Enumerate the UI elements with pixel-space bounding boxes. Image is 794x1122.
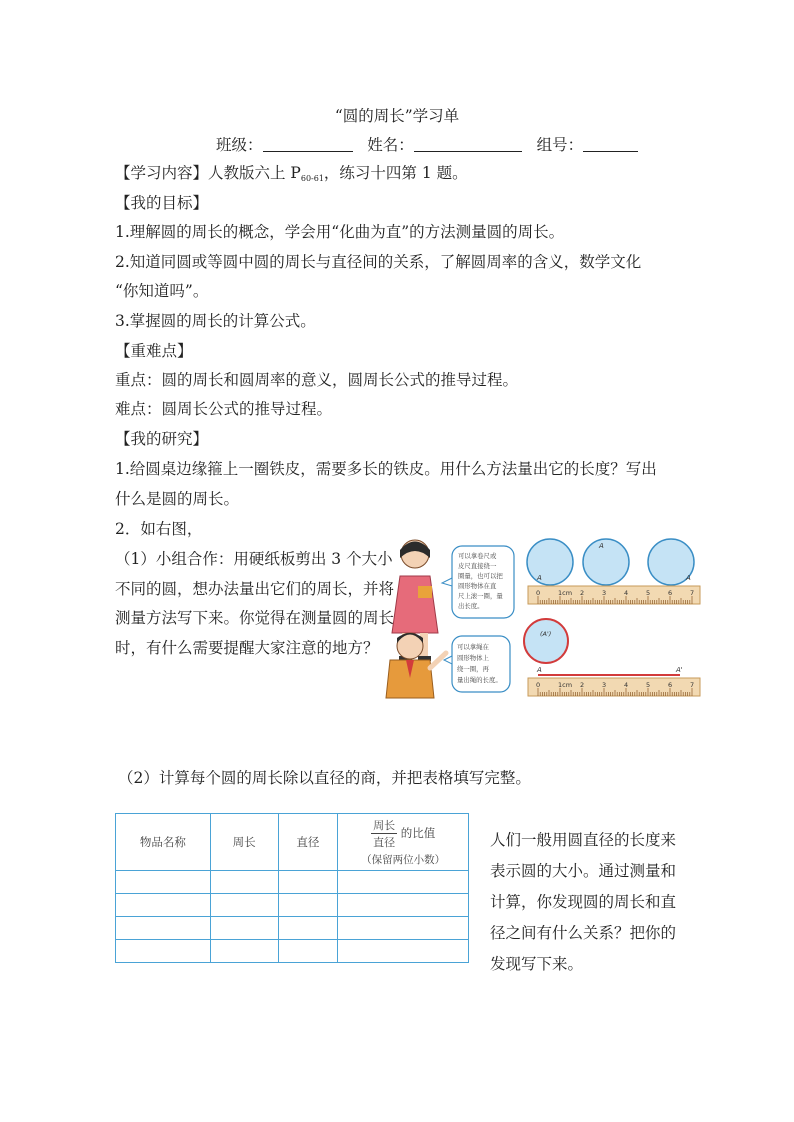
bubble-1-line-4: 圆形物体在直 [458,582,497,590]
table-cell[interactable] [116,917,211,940]
key-heading: 【重难点】 [115,342,193,360]
question-1-line-2: 什么是圆的周长。 [115,490,240,508]
table-row [116,940,469,963]
question-2-1: （1）小组合作：用硬纸板剪出 3 个大小不同的圆，想办法量出它们的周长，并将测量方法写下来。你觉得在测量圆的周长时，有什么需要提醒大家注意的地方？ [115,550,395,657]
point-a-2: A [599,542,604,550]
ruler-label: 2 [580,589,585,597]
table-cell[interactable] [210,894,278,917]
bubble-1-line-6: 出长度。 [458,602,484,610]
ruler-label: 3 [602,589,607,597]
class-blank[interactable] [263,135,353,152]
results-table [115,813,469,963]
class-label: 班级： [216,136,263,154]
bubble-2-line-4: 量出绳的长度。 [457,676,502,684]
question-2: 2．如右图， [115,520,203,538]
table-cell[interactable] [338,917,469,940]
ratio-denominator: 直径 [373,836,396,849]
ruler-label: 5 [646,681,651,689]
table-cell[interactable] [116,940,211,963]
ratio-numerator: 周长 [373,819,396,832]
point-a-1: A [537,574,542,582]
bubble-2-line-1: 可以拿绳在 [457,643,489,651]
bubble-1-line-5: 尺上滚一圈，量 [458,592,503,600]
measuring-illustration [380,528,705,708]
ruler-label: 6 [668,589,673,597]
table-cell[interactable] [338,894,469,917]
bubble-2-line-2: 圆形物体上 [457,654,489,662]
goal-2-line-1: 2.知道同圆或等圆中圆的周长与直径间的关系，了解圆周率的含义，数学文化 [115,253,642,271]
rolling-circle-2 [583,539,629,585]
ruler-label: 7 [690,681,695,689]
point-a-3: A [686,574,691,582]
group-blank[interactable] [583,135,638,152]
side-prompt: 人们一般用圆直径的长度来表示圆的大小。通过测量和计算，你发现圆的周长和直径之间有什么关系？把你的发现写下来。 [490,831,677,973]
table-header-row [116,814,469,871]
student-info [216,133,638,155]
table-cell[interactable] [278,940,338,963]
content-pages: 60-61 [300,174,324,183]
rolling-circle-1 [527,539,573,585]
table-cell[interactable] [338,871,469,894]
goal-2-line-2: “你知道吗”。 [115,282,209,300]
ruler-label: 7 [690,589,695,597]
ruler-label: 6 [668,681,673,689]
learning-content [115,163,468,189]
rope-circle [524,619,568,663]
ruler-label: 5 [646,589,651,597]
ruler-label: 4 [624,681,629,689]
table-cell[interactable] [338,940,469,963]
content-prefix: 【学习内容】人教版六上 P [115,164,301,182]
ratio-suffix: 的比值 [400,826,436,840]
table-cell[interactable] [278,871,338,894]
point-a-paren: (A') [540,630,552,638]
content-suffix: ，练习十四第 1 题。 [323,164,468,182]
question-2-2: （2）计算每个圆的周长除以直径的商，并把表格填写完整。 [118,769,531,787]
table-cell[interactable] [116,894,211,917]
point-a-4: A [537,666,542,674]
goal-3: 3.掌握圆的周长的计算公式。 [115,312,316,330]
header-diameter: 直径 [278,814,338,871]
table-cell[interactable] [278,917,338,940]
table-cell[interactable] [210,917,278,940]
table-cell[interactable] [210,940,278,963]
ratio-fraction [371,817,397,850]
table-row [116,917,469,940]
page-title: “圆的周长”学习单 [334,107,460,125]
goals-heading: 【我的目标】 [115,194,209,212]
question-1-line-1: 1.给圆桌边缘箍上一圈铁皮，需要多长的铁皮。用什么方法量出它的长度？写出 [115,460,657,478]
key-point: 重点：圆的周长和圆周率的意义，圆周长公式的推导过程。 [115,371,519,389]
bubble-1-line-3: 圈量，也可以把 [458,572,503,580]
ruler-label: 4 [624,589,629,597]
bubble-1-line-1: 可以拿卷尺或 [458,552,497,560]
ruler-label: 1cm [558,589,573,597]
table-cell[interactable] [210,871,278,894]
ruler-label: 3 [602,681,607,689]
bubble-2-line-3: 绕一圈，再 [457,665,489,673]
goal-1: 1.理解圆的周长的概念，学会用“化曲为直”的方法测量圆的周长。 [115,223,565,241]
ruler-label: 1cm [558,681,573,689]
ruler-label: 0 [536,681,541,689]
ruler-label: 0 [536,589,541,597]
point-a-prime: A' [676,666,683,674]
name-label: 姓名： [367,136,414,154]
boy-figure [386,633,446,698]
table-row [116,894,469,917]
table-cell[interactable] [278,894,338,917]
research-heading: 【我的研究】 [115,430,209,448]
header-circumference: 周长 [210,814,278,871]
ratio-note: （保留两位小数） [361,854,446,866]
header-item-name: 物品名称 [116,814,211,871]
group-label: 组号： [536,136,584,154]
table-cell[interactable] [116,871,211,894]
difficult-point: 难点：圆周长公式的推导过程。 [115,400,333,418]
name-blank[interactable] [414,135,522,152]
table-row [116,871,469,894]
header-ratio [338,814,469,871]
ruler-label: 2 [580,681,585,689]
bubble-1-line-2: 皮尺直接绕一 [458,562,497,570]
